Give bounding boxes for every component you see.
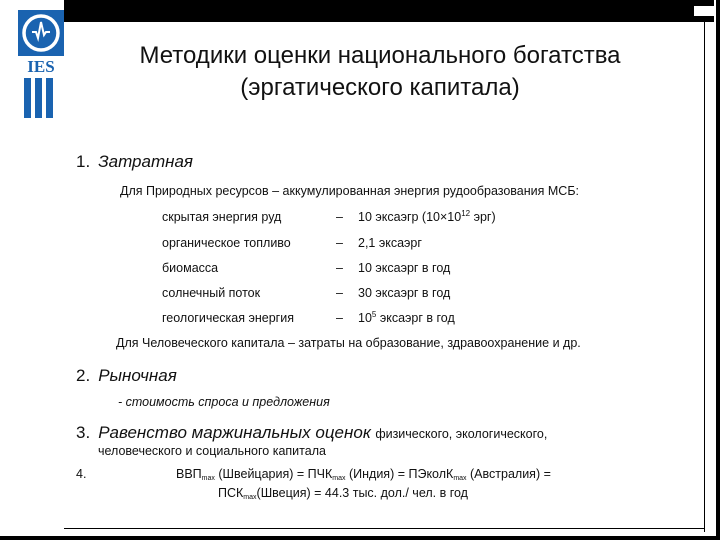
section-2-heading <box>76 366 177 386</box>
market-note: - стоимость спроса и предложения <box>118 395 330 409</box>
ies-logo <box>18 10 64 120</box>
resource-row <box>162 310 455 325</box>
resource-value <box>358 210 496 224</box>
section-4-number: 4. <box>76 467 87 481</box>
formula-subscript: max <box>243 494 257 501</box>
formula-subscript: max <box>453 475 467 482</box>
resource-name: скрытая энергия руд <box>162 210 282 224</box>
formula-part: ПСК <box>218 486 244 500</box>
resource-value: 30 эксаэрг в год <box>358 286 451 300</box>
section-3-number: 3. <box>76 423 91 442</box>
ies-logo-icon <box>18 10 64 120</box>
section-1-label: Затратная <box>98 152 194 171</box>
formula-part: (Австралия) = <box>466 467 551 481</box>
formula-part: (Швейцария) = ПЧК <box>214 467 333 481</box>
resource-value-main: 10 эксаэгр (10×10 <box>358 210 462 224</box>
resource-value-sup: 5 <box>371 310 377 319</box>
resource-row <box>162 286 451 300</box>
section-2-number: 2. <box>76 366 91 385</box>
resource-dash: – <box>336 311 343 325</box>
resource-value-tail: эрг) <box>470 210 496 224</box>
formula-line-2 <box>218 486 468 501</box>
title-line-1: Методики оценки национального богатства <box>139 42 621 69</box>
resource-name: биомасса <box>162 261 219 275</box>
section-3-heading <box>76 423 547 443</box>
bottom-edge <box>0 536 720 540</box>
resource-dash: – <box>336 286 343 300</box>
resource-row <box>162 261 451 275</box>
resource-name: органическое топливо <box>162 236 291 250</box>
resource-value: 10 эксаэрг в год <box>358 261 451 275</box>
right-edge <box>716 0 720 540</box>
section-1-heading <box>76 152 193 172</box>
resource-value: 2,1 эксаэрг <box>358 236 422 250</box>
section-3-label: Равенство маржинальных оценок <box>98 423 371 442</box>
bottom-border-line <box>64 528 704 529</box>
section-3-line-2: человеческого и социального капитала <box>98 444 326 458</box>
page-title <box>80 40 680 104</box>
title-line-2: (эргатического капитала) <box>240 74 520 101</box>
resource-dash: – <box>336 236 343 250</box>
resource-value-sup: 12 <box>461 209 471 218</box>
human-capital-line: Для Человеческого капитала – затраты на образование, здравоохранение и др. <box>116 336 581 350</box>
resource-name: геологическая энергия <box>162 311 294 325</box>
top-bar-highlight <box>694 6 716 16</box>
resource-value-main: 10 <box>358 311 372 325</box>
formula-part: ВВП <box>176 467 202 481</box>
resource-dash: – <box>336 261 343 275</box>
resource-value <box>358 311 455 325</box>
right-border-line <box>704 22 705 532</box>
top-bar <box>64 0 714 22</box>
formula-subscript: max <box>201 475 215 482</box>
formula-subscript: max <box>332 475 346 482</box>
section-2-label: Рыночная <box>98 366 177 385</box>
section-1-number: 1. <box>76 152 91 171</box>
logo-text: IES <box>27 57 55 76</box>
resource-value-tail: эксаэрг в год <box>376 311 455 325</box>
resource-row <box>162 236 422 250</box>
section-3-tail: физического, экологического, <box>375 427 548 441</box>
formula-part: (Швеция) = 44.3 тыс. дол./ чел. в год <box>256 486 468 500</box>
resource-dash: – <box>336 210 343 224</box>
natural-resources-intro: Для Природных ресурсов – аккумулированная энергия рудообразования МСБ: <box>120 184 580 198</box>
formula-part: (Индия) = ПЭколК <box>345 467 454 481</box>
formula-line-1 <box>176 467 551 482</box>
resource-name: солнечный поток <box>162 286 261 300</box>
